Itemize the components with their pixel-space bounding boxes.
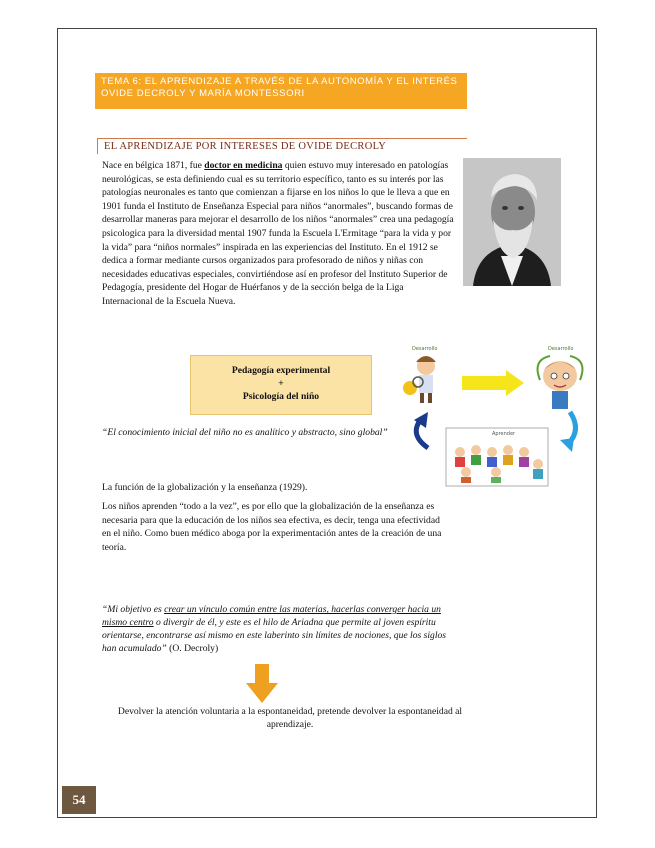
page-number-badge: 54 — [62, 786, 96, 814]
label-right: Desarrollo — [548, 346, 574, 352]
label-bottom: Aprender — [492, 431, 516, 437]
curved-arrow-down-icon — [560, 412, 576, 452]
child-thinking-icon — [538, 356, 583, 409]
doctor-link[interactable]: doctor en medicina — [204, 160, 283, 171]
quote2-author: (O. Decroly) — [166, 643, 219, 654]
children-group-icon — [446, 428, 548, 486]
curved-arrow-left-icon — [414, 412, 428, 448]
paragraph-globalization: La función de la globalización y la enseñanza (1929). — [102, 482, 308, 493]
learning-illustration — [400, 340, 590, 490]
bio-text-after: quien estuvo muy interesado en patologías neurológicas, se esta definiendo cual es su territorio específico, tanto es su interés por las patologías neuronales es tanto que comienzan a fijarse en los niños lo que le lleva a que en 1901 funda el Instituto de Enseñanza Especial para niños “anormales”, buscando formas de desarrollar maneras para mejorar el desarrollo de los niños “anormales” crea una pedagogía psicologica para la diversidad mental 1907 funda la Escuela L'Ermitage “para la vida y por la vida” para “niños normales” inspirada en las experiencias del Instituto. En el 1912 se dedica a formar mediante cursos organizados para profesorado de niños y niñas con necesidades educativas especiales, convirtiéndose así en profesor del Instituto Superior de Pedagogía, presidente del Hogar de Huérfanos y de la sección belga de la Liga Internacional de la Escuela Nueva. — [102, 160, 454, 307]
quote-global: “El conocimiento inicial del niño no es analítico y abstracto, sino global” — [102, 427, 388, 438]
quote2-after: o divergir de él, y este es el hilo de Ariadna que permite al joven espíritu orientarse, encontrarse así mismo en este laberinto sin límites de nociones, que los siglos han acumulado” — [102, 617, 447, 654]
topic-banner: TEMA 6: EL APRENDIZAJE A TRAVÉS DE LA AUTONOMÍA Y EL INTERÉS OVIDE DECROLY Y MARÍA MONTESSORI — [95, 73, 467, 109]
down-arrow-icon — [245, 664, 279, 704]
label-left: Desarrollo — [412, 346, 438, 352]
child-explorer-icon — [403, 356, 436, 403]
section-heading: EL APRENDIZAJE POR INTERESES DE OVIDE DECROLY — [97, 138, 467, 154]
quote2-before: “Mi objetivo es — [102, 604, 165, 615]
quote2-underlined: crear un vínculo común entre las materias, hacerlas converger hacia un mismo centro — [102, 604, 441, 628]
right-arrow-icon — [462, 370, 524, 396]
conclusion-text: Devolver la atención voluntaria a la espontaneidad, pretende devolver la espontaneidad al aprendizaje. — [117, 706, 463, 730]
paragraph-biography — [102, 159, 454, 309]
pedagogy-box — [190, 355, 372, 415]
decroly-portrait — [463, 158, 561, 286]
pedagogy-line1: Pedagogía experimental — [231, 365, 331, 376]
bio-text-before: Nace en bélgica 1871, fue — [102, 160, 205, 171]
portrait-photo — [463, 158, 561, 286]
pedagogy-line3: Psicología del niño — [242, 391, 320, 402]
quote-decroly — [102, 603, 462, 655]
paragraph-learning: Los niños aprenden “todo a la vez”, es por ello que la globalización de la enseñanza es necesaria para que la educación de los niños sea efectiva, es decir, tenga una efectividad en el niño. Como buen médico aboga por la experimentación antes de la creación de una teoría. — [102, 501, 442, 553]
pedagogy-plus: + — [278, 378, 284, 389]
